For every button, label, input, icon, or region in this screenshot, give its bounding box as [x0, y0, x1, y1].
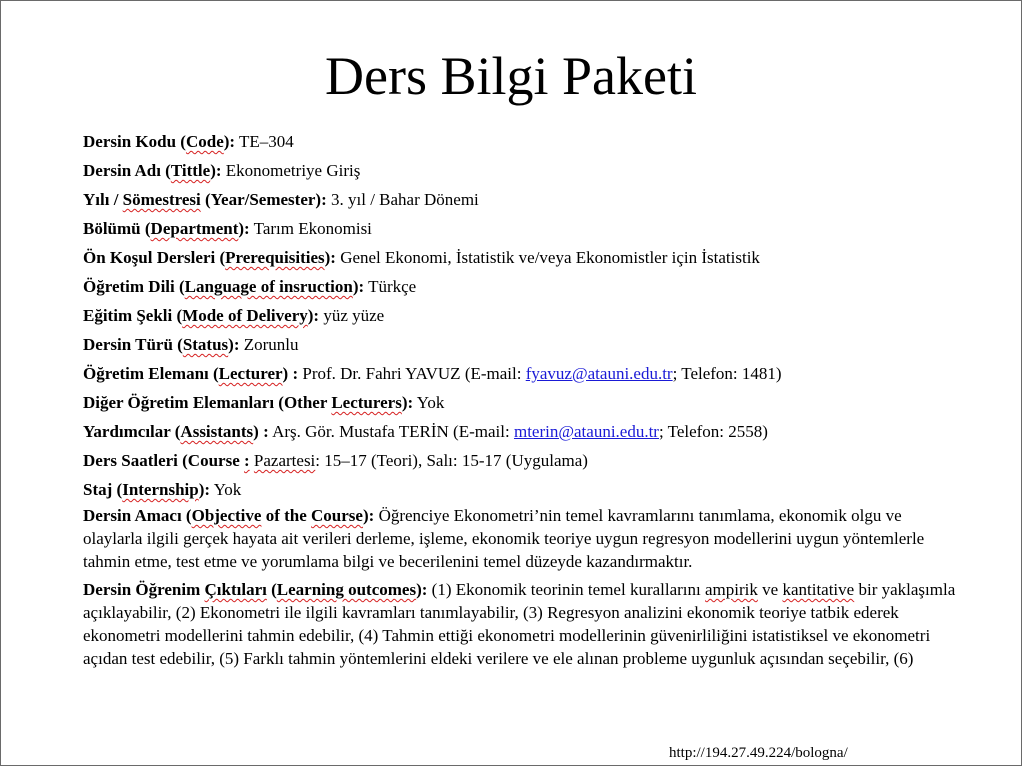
- label-part: Code: [185, 132, 224, 151]
- field-value: TE–304: [239, 132, 294, 151]
- label-part: Staj (: [83, 480, 123, 499]
- course-info: [83, 127, 963, 675]
- field-value: Arş. Gör. Mustafa TERİN (E-mail:: [272, 422, 514, 441]
- field-value: Yok: [213, 480, 242, 499]
- field-department: [83, 214, 963, 243]
- field-value: Zorunlu: [243, 335, 299, 354]
- field-value: Prof. Dr. Fahri YAVUZ (E-mail:: [302, 364, 526, 383]
- field-hours: [83, 446, 963, 475]
- label-part: Öğretim Dili (: [83, 277, 185, 296]
- label-part: ):: [228, 335, 240, 354]
- label-part: ):: [238, 219, 250, 238]
- field-day: Pazartesi: [253, 451, 316, 470]
- label-part: Prerequisities: [225, 248, 325, 267]
- field-outcomes: [83, 578, 963, 670]
- label-part: :: [244, 451, 250, 470]
- field-language: [83, 272, 963, 301]
- label-part: Yılı /: [83, 190, 123, 209]
- footer-url[interactable]: http://194.27.49.224/bologna/: [669, 745, 848, 761]
- field-value: : 15–17 (Teori), Salı: 15-17 (Uygulama): [315, 451, 588, 470]
- label-part: ):: [362, 506, 375, 525]
- label-part: Tittle: [170, 161, 211, 180]
- label-part: of the: [261, 506, 312, 525]
- label-part: Course: [311, 506, 363, 525]
- label-part: Assistants: [180, 422, 254, 441]
- field-status: [83, 330, 963, 359]
- field-value: (1) Ekonomik teorinin temel kurallarını: [431, 580, 706, 599]
- label-part: Dersin Öğrenim: [83, 580, 205, 599]
- field-objective: [83, 504, 963, 573]
- label-part: Mode of Delivery: [182, 306, 308, 325]
- label-part: Objective: [191, 506, 262, 525]
- field-other-lecturers: [83, 388, 963, 417]
- label-part: Dersin Kodu (: [83, 132, 186, 151]
- field-value: bir yaklaşımla açıklayabilir, (2) Ekonometri ile ilgili kavramları tanımlayabilir, (3) Regresyon analizini ekonomik teoriye tatbik ederek ekonometri modellerini tahmin edebilir, (4) Tahmin ettiği ekonometri modellerinin güvenirliliğini istatistiksel ve ekonometri açıdan test edebilir, (5) Farklı tahmin yöntemlerini eldeki verilere ve ele alınan probleme uygunluk açısından seçebilir, (6): [83, 580, 956, 668]
- field-internship: [83, 475, 963, 504]
- label-part: Öğretim Elemanı (: [83, 364, 219, 383]
- field-value: Türkçe: [368, 277, 417, 296]
- assistant-email-link[interactable]: mterin@atauni.edu.tr: [513, 422, 659, 441]
- label-part: Department: [150, 219, 239, 238]
- label-part: ):: [324, 248, 336, 267]
- label-part: ):: [352, 277, 365, 296]
- label-part: Lecturer: [218, 364, 283, 383]
- label-part: ):: [416, 580, 428, 599]
- field-code: [83, 127, 963, 156]
- field-year: [83, 185, 963, 214]
- field-delivery: [83, 301, 963, 330]
- label-part: Çıktıları: [204, 580, 267, 599]
- label-part: ) :: [253, 422, 269, 441]
- label-part: ):: [223, 132, 236, 151]
- label-part: Bölümü (: [83, 219, 151, 238]
- label-part: (: [266, 580, 277, 599]
- label-part: Eğitim Şekli (: [83, 306, 183, 325]
- field-value: yüz yüze: [323, 306, 385, 325]
- label-part: Dersin Amacı (: [83, 506, 192, 525]
- label-part: Ön Koşul Dersleri (: [83, 248, 226, 267]
- field-name: [83, 156, 963, 185]
- label-part: Dersin Adı (: [83, 161, 171, 180]
- label-part: ) :: [282, 364, 299, 383]
- slide-title: Ders Bilgi Paketi: [325, 46, 697, 106]
- field-value: 3. yıl / Bahar Dönemi: [331, 190, 479, 209]
- label-part: Sömestresi: [122, 190, 201, 209]
- label-part: Dersin Türü (: [83, 335, 183, 354]
- label-part: ):: [307, 306, 320, 325]
- label-part: Ders Saatleri (Course: [83, 451, 244, 470]
- field-lecturer: [83, 359, 963, 388]
- field-value: ; Telefon: 1481): [672, 364, 782, 383]
- field-value: ve: [757, 580, 783, 599]
- label-part: Diğer Öğretim Elemanları (Other: [83, 393, 332, 412]
- label-part: Internship: [122, 480, 199, 499]
- label-part: (Year/Semester):: [200, 190, 327, 209]
- lecturer-email-link[interactable]: fyavuz@atauni.edu.tr: [525, 364, 673, 383]
- label-part: Language of insruction: [184, 277, 353, 296]
- label-part: ):: [210, 161, 222, 180]
- label-part: Status: [182, 335, 229, 354]
- label-part: ):: [198, 480, 211, 499]
- label-part: Yardımcılar (: [83, 422, 181, 441]
- field-value: Tarım Ekonomisi: [253, 219, 372, 238]
- field-value: Öğrenciye Ekonometri’nin temel kavramlarını tanımlama, ekonomik olgu ve olaylarla ilgili gerçek hayata ait verileri derleme, işleme, ekonomik teoriye uygun regresyon modellerini uygun yöntemlerle tahmin etme, test etme ve yorumlama bilgi ve becerilenini temel düzeyde kazandırmaktır.: [83, 506, 925, 571]
- label-part: ):: [401, 393, 414, 412]
- field-value: ; Telefon: 2558): [658, 422, 768, 441]
- label-part: Lecturers: [331, 393, 402, 412]
- field-value: Genel Ekonomi, İstatistik ve/veya Ekonomistler için İstatistik: [340, 248, 760, 267]
- field-value: Yok: [416, 393, 445, 412]
- label-part: Learning outcomes: [276, 580, 417, 599]
- field-prerequisites: [83, 243, 963, 272]
- field-assistants: [83, 417, 963, 446]
- field-value: ampirik: [705, 580, 758, 599]
- field-value: kantitative: [782, 580, 855, 599]
- field-value: Ekonometriye Giriş: [225, 161, 361, 180]
